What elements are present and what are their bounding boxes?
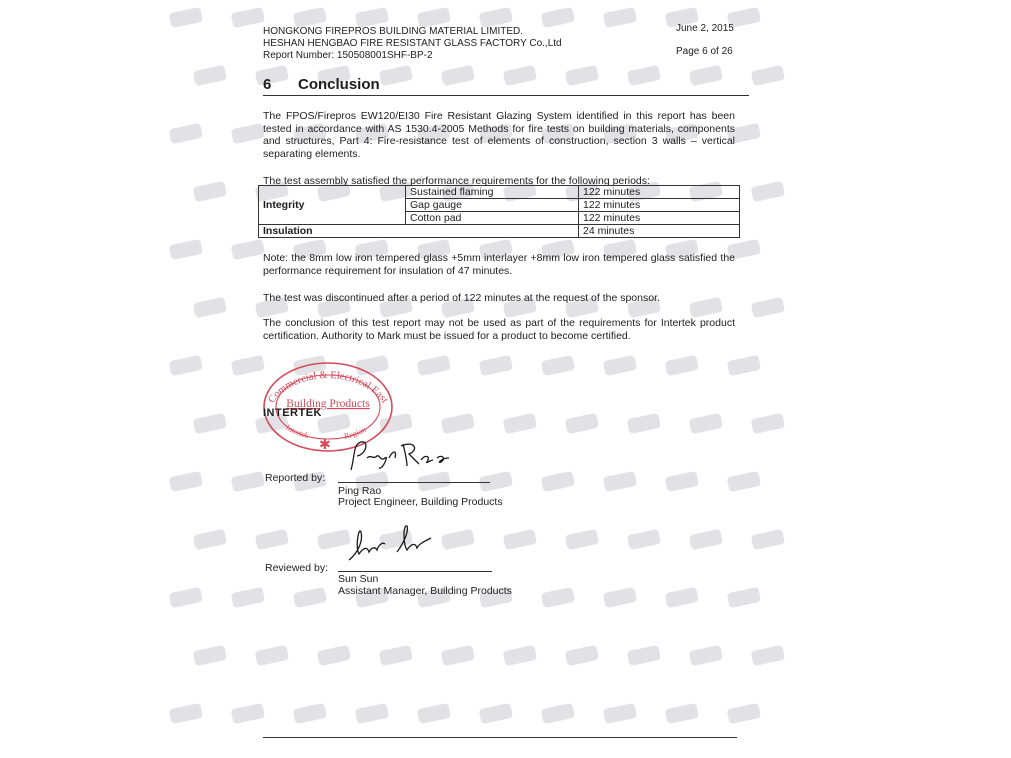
criterion-cell: Gap gauge [406,199,579,212]
watermark-tile [689,645,723,666]
insulation-label: Insulation [259,225,579,238]
watermark-tile [665,703,699,724]
watermark-tile [231,471,265,492]
watermark-tile [255,645,289,666]
watermark-tile [231,123,265,144]
section-divider [263,95,749,96]
watermark-tile [751,413,785,434]
table-row [259,225,740,238]
watermark-tile [169,355,203,376]
value-cell: 24 minutes [579,225,740,238]
reviewed-signature [345,522,435,568]
watermark-tile [751,297,785,318]
watermark-tile [727,355,761,376]
conclusion-paragraph: The conclusion of this test report may not be used as part of the requirements for Intertek product certification. Authority to Mark must be issued for a product to become certified. [263,317,735,342]
reported-signature [345,436,455,476]
value-cell: 122 minutes [579,212,740,225]
reported-name: Ping Rao [338,485,382,497]
reported-title: Project Engineer, Building Products [338,496,503,508]
watermark-tile [317,645,351,666]
watermark-tile [293,703,327,724]
reviewed-title: Assistant Manager, Building Products [338,585,512,597]
value-cell: 122 minutes [579,186,740,199]
watermark-tile [193,65,227,86]
watermark-tile [627,413,661,434]
watermark-tile [379,65,413,86]
watermark-tile [441,529,475,550]
watermark-tile [293,7,327,28]
watermark-tile [441,413,475,434]
watermark-tile [169,703,203,724]
reviewed-name: Sun Sun [338,573,379,585]
footer-divider [263,737,737,738]
watermark-tile [231,587,265,608]
watermark-tile [727,587,761,608]
watermark-tile [503,413,537,434]
watermark-tile [541,703,575,724]
watermark-tile [479,7,513,28]
stamp-side-text: Intertek [284,422,310,441]
watermark-tile [689,413,723,434]
watermark-tile [417,703,451,724]
watermark-tile [479,355,513,376]
criterion-cell: Cotton pad [406,212,579,225]
performance-table [258,185,740,238]
watermark-tile [441,65,475,86]
reported-label: Reported by: [265,472,326,484]
watermark-tile [169,7,203,28]
note-paragraph: Note: the 8mm low iron tempered glass +5mm interlayer +8mm low iron tempered glass satisfied the performance requirement for insulation of 47 minutes. [263,252,735,277]
intro-paragraph: The FPOS/Firepros EW120/EI30 Fire Resistant Glazing System identified in this report has been tested in accordance with AS 1530.4-2005 Methods for fire tests on building materials, components and structures, Part 4: Fire-resistance test of elements of construction, section 3 walls – vertical separating elements. [263,110,735,160]
header-report-number: Report Number: 150508001SHF-BP-2 [263,50,433,61]
watermark-tile [193,645,227,666]
watermark-tile [169,587,203,608]
stamp-org-label: INTERTEK [263,407,322,419]
watermark-tile [603,587,637,608]
watermark-tile [565,529,599,550]
watermark-tile [379,645,413,666]
watermark-tile [603,7,637,28]
stamp-arc-text: Commercial & Electrical East [266,370,390,406]
watermark-tile [541,587,575,608]
reviewed-signature-line [338,571,492,572]
watermark-tile [689,529,723,550]
watermark-tile [665,471,699,492]
watermark-tile [727,471,761,492]
watermark-tile [541,471,575,492]
watermark-tile [417,7,451,28]
watermark-tile [603,471,637,492]
watermark-tile [417,355,451,376]
watermark-tile [169,471,203,492]
watermark-tile [293,587,327,608]
stamp-star-icon: ✱ [319,436,331,452]
watermark-tile [751,529,785,550]
watermark-tile [751,645,785,666]
table-caption: The test assembly satisfied the performance requirements for the following periods: [263,175,650,187]
stamp-center-text: Building Products [286,398,370,410]
reported-signature-line [338,482,490,483]
watermark-tile [441,645,475,666]
watermark-tile [193,529,227,550]
watermark-tile [603,703,637,724]
integrity-label: Integrity [259,186,406,225]
watermark-tile [355,7,389,28]
section-number: 6 [263,76,272,93]
watermark-tile [231,7,265,28]
watermark-tile [751,181,785,202]
watermark-tile [355,703,389,724]
watermark-tile [627,529,661,550]
watermark-tile [193,297,227,318]
watermark-tile [627,645,661,666]
watermark-tile [255,65,289,86]
watermark-tile [603,355,637,376]
watermark-tile [665,587,699,608]
watermark-tile [751,65,785,86]
stamp-bottom-text: Region [343,425,368,441]
criterion-cell: Sustained flaming [406,186,579,199]
watermark-tile [503,529,537,550]
watermark-tile [169,239,203,260]
watermark-tile [503,65,537,86]
watermark-tile [565,413,599,434]
reviewed-label: Reviewed by: [265,562,329,574]
section-title: Conclusion [298,76,380,93]
watermark-tile [169,123,203,144]
watermark-tile [665,355,699,376]
header-page-number: Page 6 of 26 [676,46,733,57]
table-row [259,186,740,199]
watermark-tile [541,355,575,376]
watermark-tile [479,703,513,724]
watermark-tile [503,645,537,666]
watermark-tile [627,65,661,86]
header-date: June 2, 2015 [676,23,734,34]
watermark-tile [565,645,599,666]
watermark-tile [565,65,599,86]
watermark-tile [689,65,723,86]
watermark-tile [231,703,265,724]
watermark-tile [541,7,575,28]
watermark-tile [193,413,227,434]
header-company-line2: HESHAN HENGBAO FIRE RESISTANT GLASS FACTORY Co.,Ltd [263,38,562,49]
value-cell: 122 minutes [579,199,740,212]
watermark-tile [727,703,761,724]
header-company-line1: HONGKONG FIREPROS BUILDING MATERIAL LIMITED. [263,26,524,37]
watermark-tile [231,239,265,260]
watermark-tile [255,529,289,550]
discontinued-paragraph: The test was discontinued after a period of 122 minutes at the request of the sponsor. [263,292,660,304]
watermark-tile [193,181,227,202]
